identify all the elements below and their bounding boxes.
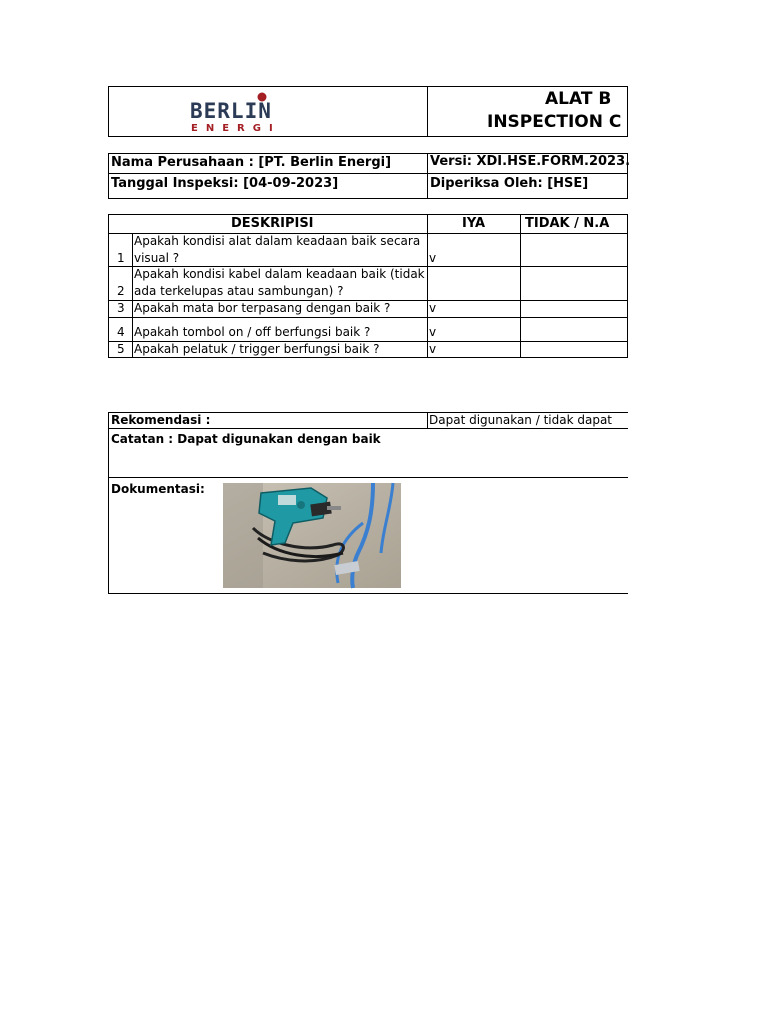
info-divider-h <box>108 173 628 174</box>
recommendation-divider <box>427 412 428 429</box>
row-description: Apakah tombol on / off berfungsi baik ? <box>134 325 371 339</box>
logo-sub-text: ENERGI <box>191 123 281 134</box>
notes-bottom-line <box>108 477 628 478</box>
row-number: 4 <box>117 325 125 339</box>
table-row <box>520 233 628 267</box>
row-number: 3 <box>117 301 125 315</box>
form-title-line2: INSPECTION C <box>487 112 622 132</box>
row-yes-mark: v <box>429 251 437 265</box>
form-version: Versi: XDI.HSE.FORM.2023. <box>430 154 631 169</box>
recommendation-value: Dapat digunakan / tidak dapat <box>429 413 613 427</box>
table-row <box>427 317 521 342</box>
column-header-no: TIDAK / N.A <box>525 216 610 231</box>
row-description: Apakah pelatuk / trigger berfungsi baik ? <box>134 342 380 356</box>
company-name: Nama Perusahaan : [PT. Berlin Energi] <box>111 155 392 170</box>
table-row <box>427 233 521 267</box>
table-row <box>520 341 628 358</box>
row-yes-mark: v <box>429 342 437 356</box>
table-row <box>427 266 521 301</box>
logo-main-text: BERLIN <box>190 99 272 123</box>
row-yes-mark: v <box>429 325 437 339</box>
row-description: Apakah mata bor terpasang dengan baik ? <box>134 301 391 315</box>
recommendation-label: Rekomendasi : <box>111 413 211 427</box>
header-divider <box>427 86 428 137</box>
row-description: Apakah kondisi kabel dalam keadaan baik (tidak <box>134 267 425 281</box>
recommendation-bottom-line <box>108 428 628 429</box>
section-bottom-line <box>108 593 628 594</box>
table-row <box>520 300 628 318</box>
column-header-description: DESKRIPISI <box>231 216 314 231</box>
row-yes-mark: v <box>429 301 437 315</box>
form-title-line1: ALAT B <box>545 89 612 109</box>
documentation-photo <box>223 483 401 588</box>
row-number: 1 <box>117 251 125 265</box>
table-row <box>427 300 521 318</box>
company-logo <box>190 92 286 134</box>
notes-label: Catatan : Dapat digunakan dengan baik <box>111 432 381 446</box>
row-description: Apakah kondisi alat dalam keadaan baik secara <box>134 234 421 248</box>
row-number: 2 <box>117 284 125 298</box>
table-row <box>520 317 628 342</box>
row-description-cont: ada terkelupas atau sambungan) ? <box>134 284 344 298</box>
section-left-line <box>108 412 109 594</box>
table-row <box>427 341 521 358</box>
documentation-label: Dokumentasi: <box>111 482 205 496</box>
table-row <box>520 266 628 301</box>
column-header-yes: IYA <box>462 216 486 231</box>
checked-by: Diperiksa Oleh: [HSE] <box>430 176 589 191</box>
inspection-date: Tanggal Inspeksi: [04-09-2023] <box>111 176 339 191</box>
row-number: 5 <box>117 342 125 356</box>
row-description-cont: visual ? <box>134 251 180 265</box>
info-divider-v <box>427 153 428 199</box>
